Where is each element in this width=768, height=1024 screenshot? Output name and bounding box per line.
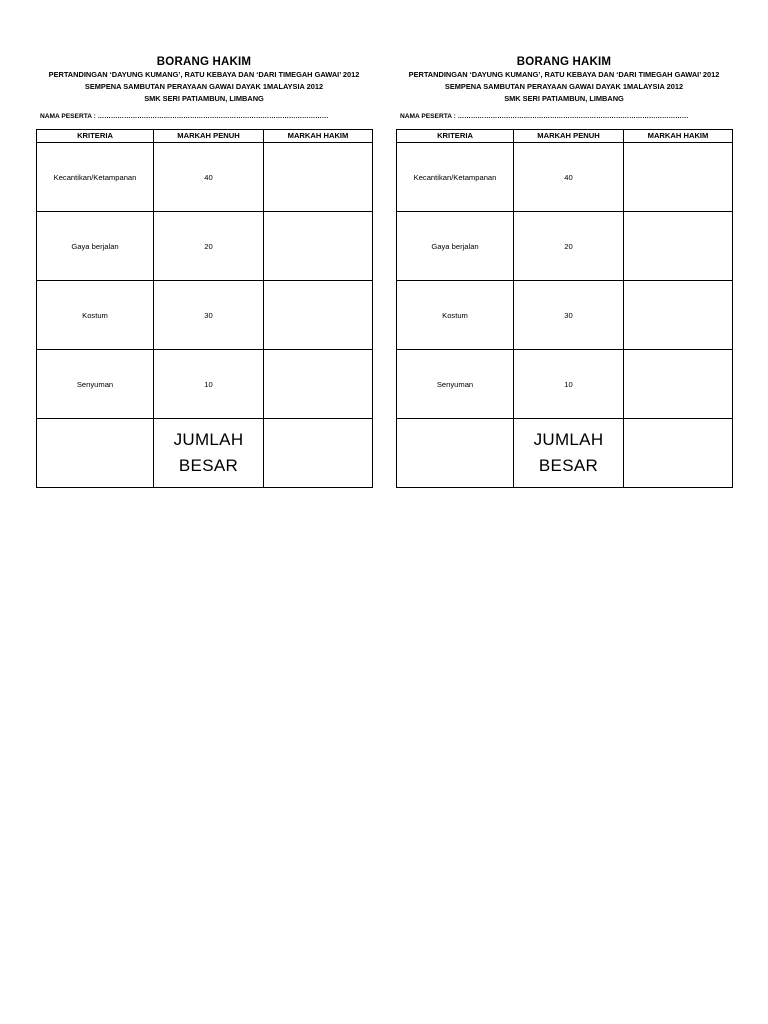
- competition-name: PERTANDINGAN ‘DAYUNG KUMANG’, RATU KEBAYA DAN ‘DARI TIMEGAH GAWAI’ 2012: [408, 70, 720, 79]
- event-name: SEMPENA SAMBUTAN PERAYAAN GAWAI DAYAK 1MALAYSIA 2012: [84, 82, 324, 91]
- total-label-line1: JUMLAH: [173, 430, 244, 449]
- full-mark-cell: 20: [154, 212, 264, 281]
- table-row: [397, 281, 733, 350]
- judge-mark-cell[interactable]: [264, 143, 373, 212]
- total-label: [514, 419, 624, 488]
- criteria-cell: Kostum: [397, 281, 514, 350]
- judge-mark-cell[interactable]: [264, 350, 373, 419]
- form-title: BORANG HAKIM: [156, 56, 252, 68]
- criteria-cell: Kecantikan/Ketampanan: [397, 143, 514, 212]
- full-mark-cell: 30: [154, 281, 264, 350]
- table-row: [37, 143, 373, 212]
- header-kriteria: KRITERIA: [37, 130, 154, 143]
- event-name: SEMPENA SAMBUTAN PERAYAAN GAWAI DAYAK 1MALAYSIA 2012: [444, 82, 684, 91]
- table-row: [397, 143, 733, 212]
- judge-mark-cell[interactable]: [264, 212, 373, 281]
- competition-name: PERTANDINGAN ‘DAYUNG KUMANG’, RATU KEBAYA DAN ‘DARI TIMEGAH GAWAI’ 2012: [48, 70, 360, 79]
- full-mark-cell: 10: [514, 350, 624, 419]
- total-row: [397, 419, 733, 488]
- criteria-cell: Kostum: [37, 281, 154, 350]
- judge-mark-cell[interactable]: [624, 143, 733, 212]
- table-header-row: [397, 130, 733, 143]
- total-score-cell[interactable]: [624, 419, 733, 488]
- table-row: [37, 212, 373, 281]
- criteria-cell: Senyuman: [397, 350, 514, 419]
- participant-name-field[interactable]: NAMA PESERTA : ……………………………………………………………………………………………: [40, 113, 329, 120]
- judge-form-right: [396, 55, 732, 488]
- criteria-cell: Gaya berjalan: [37, 212, 154, 281]
- judge-mark-cell[interactable]: [624, 212, 733, 281]
- header-markah-hakim: MARKAH HAKIM: [264, 130, 373, 143]
- full-mark-cell: 10: [154, 350, 264, 419]
- full-mark-cell: 20: [514, 212, 624, 281]
- scoring-table: [36, 129, 373, 488]
- total-row: [37, 419, 373, 488]
- header-markah-penuh: MARKAH PENUH: [154, 130, 264, 143]
- table-row: [397, 212, 733, 281]
- school-name: SMK SERI PATIAMBUN, LIMBANG: [504, 94, 624, 103]
- total-empty-cell: [37, 419, 154, 488]
- criteria-cell: Senyuman: [37, 350, 154, 419]
- judge-mark-cell[interactable]: [624, 281, 733, 350]
- form-title: BORANG HAKIM: [516, 56, 612, 68]
- judge-form-left: [36, 55, 372, 488]
- total-label-line1: JUMLAH: [533, 430, 604, 449]
- table-row: [37, 281, 373, 350]
- judge-mark-cell[interactable]: [624, 350, 733, 419]
- header-kriteria: KRITERIA: [397, 130, 514, 143]
- judge-mark-cell[interactable]: [264, 281, 373, 350]
- table-row: [397, 350, 733, 419]
- scoring-table: [396, 129, 733, 488]
- full-mark-cell: 40: [154, 143, 264, 212]
- header-markah-hakim: MARKAH HAKIM: [624, 130, 733, 143]
- total-label: [154, 419, 264, 488]
- criteria-cell: Gaya berjalan: [397, 212, 514, 281]
- full-mark-cell: 30: [514, 281, 624, 350]
- total-score-cell[interactable]: [264, 419, 373, 488]
- criteria-cell: Kecantikan/Ketampanan: [37, 143, 154, 212]
- total-label-line2: BESAR: [178, 456, 239, 475]
- header-markah-penuh: MARKAH PENUH: [514, 130, 624, 143]
- total-label-line2: BESAR: [538, 456, 599, 475]
- total-empty-cell: [397, 419, 514, 488]
- table-header-row: [37, 130, 373, 143]
- table-row: [37, 350, 373, 419]
- participant-name-field[interactable]: NAMA PESERTA : ……………………………………………………………………………………………: [400, 113, 689, 120]
- school-name: SMK SERI PATIAMBUN, LIMBANG: [144, 94, 264, 103]
- full-mark-cell: 40: [514, 143, 624, 212]
